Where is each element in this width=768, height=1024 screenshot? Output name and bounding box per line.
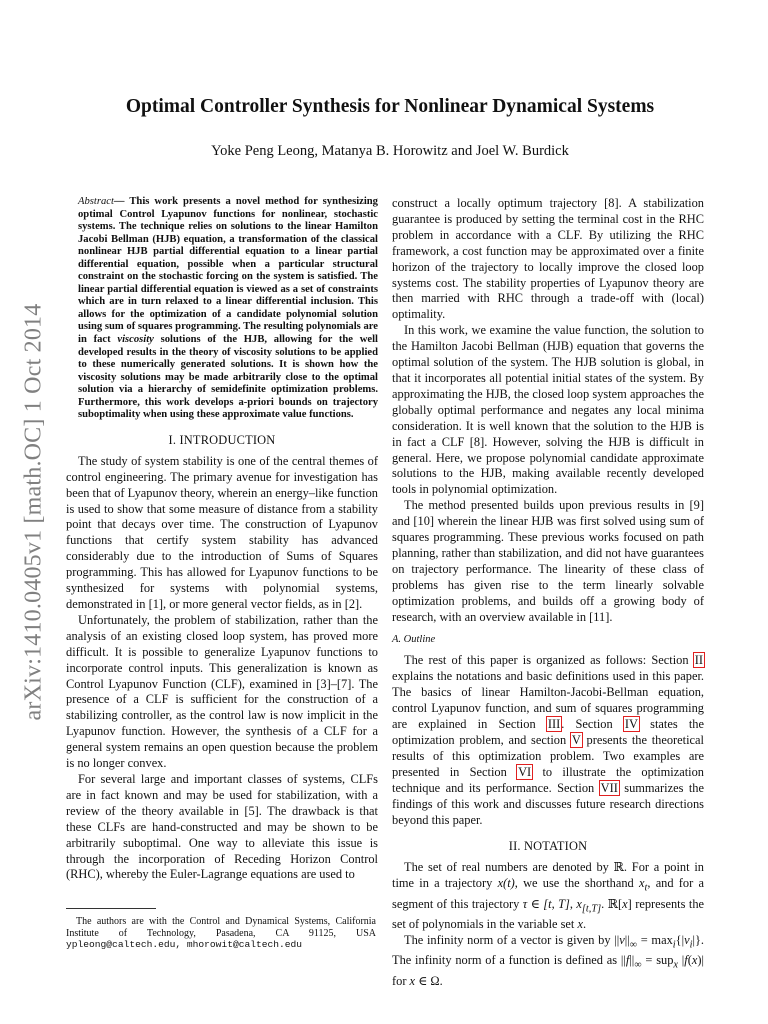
intro-paragraph-6: The method presented builds upon previous results in [9] and [10] wherein the linear HJB was first solved using sum of squares programming. These previous works focused on path planning, rather than stabilization, and did not have guarantees on trajectory performance. The linearity of these class of problems has given rise to the term linearly solvable optimization problems, and builds off a growing body of research, with an overview available in [11]. <box>392 498 704 624</box>
math-symbol: f <box>684 953 688 968</box>
notation-text: = max <box>637 933 673 947</box>
math-symbol: v <box>619 933 625 947</box>
math-symbol: τ ∈ [t, T] <box>522 896 570 911</box>
notation-text: || <box>629 953 635 968</box>
notation-text: ( <box>687 953 692 968</box>
notation-text: . <box>582 917 587 932</box>
notation-text: . ℝ[ <box>601 896 623 911</box>
notation-paragraph-2 <box>392 933 704 990</box>
subsection-heading-outline: A. Outline <box>392 634 436 646</box>
intro-paragraph-2: Unfortunately, the problem of stabilization, rather than the analysis of an existing closed loop system, has proved more difficult. It is possible to generalize Lyapunov functions to incorporate control inputs. This generalization is known as Control Lyapunov Function (CLF), examined in [3]–[7]. The presence of a CLF is sufficient for the construction of a stabilizing controller, as the control law is now implicit in the Lyapunov function. However, the synthesis of a CLF for a general system remains an open question because the problem is no longer convex. <box>66 612 378 771</box>
notation-text: , <box>569 896 577 911</box>
outline-text-7: summarizes the findings of this work and discusses future research directions beyond this paper. <box>392 780 704 827</box>
section-ref-link-vi[interactable]: VI <box>518 764 532 779</box>
outline-text-6: to illustrate the optimization technique and its performance. Section <box>392 764 705 795</box>
notation-text: | <box>678 953 685 968</box>
math-subscript: ∞ <box>634 959 642 971</box>
right-column <box>392 196 704 990</box>
section-ref-link-iii[interactable]: III <box>547 717 561 732</box>
section-ref-link-v[interactable]: V <box>571 733 581 747</box>
abstract-italic-term: viscosity <box>117 334 154 346</box>
math-symbol: v <box>684 933 690 947</box>
notation-text: = sup <box>641 953 674 968</box>
notation-text: The infinity norm of a vector is given by || <box>404 933 620 947</box>
math-symbol: x <box>691 953 698 968</box>
section-heading-introduction: I. INTRODUCTION <box>168 432 276 447</box>
notation-text: {| <box>675 933 685 947</box>
outline-text-2: explains the notations and basic definitions used in this paper. The basics of linear Hamilton-Jacobi-Bellman equation, control Lyapunov function, and sum of squares programming are explained in Section <box>392 669 704 732</box>
section-ref-link-iv[interactable]: IV <box>624 717 638 732</box>
notation-text: , and for a segment of this trajectory <box>392 876 704 911</box>
intro-paragraph-1: The study of system stability is one of the central themes of control engineering. The primary avenue for investigation has been that of Lyapunov theory, wherein an energy–like function is used to show that some measure of distance from a stability point that decays over time. The construction of Lyapunov functions that certify system stability has advanced considerably due to the introduction of Sums of Squares programming. This has allowed for Lyapunov functions to be synthesized for systems with polynomial systems, demonstrated in [1], or more general vector fields, as in [2]. <box>66 453 378 611</box>
abstract-text-2: solutions of the HJB, allowing for the well developed results in the theory of viscosity solutions to be applied to these numerically generated solutions. It is shown how the viscosity solutions may be made arbitrarily close to the optimal solution via a hierarchy of semidefinite optimization problems. Furthermore, this work develops a-priori bounds on trajectory suboptimality when using these approximate value functions. <box>78 334 378 421</box>
math-symbol: f <box>625 953 630 968</box>
abstract <box>66 196 378 422</box>
math-symbol: x <box>409 973 416 988</box>
section-ref-link-vii[interactable]: VII <box>600 780 618 795</box>
left-column <box>66 196 378 883</box>
arxiv-identifier: arXiv:1410.0405v1 [math.OC] 1 Oct 2014 <box>20 303 47 721</box>
outline-text-3: . Section <box>561 717 624 732</box>
abstract-dash: — <box>113 196 130 207</box>
math-symbol: x <box>576 896 582 911</box>
math-subscript: [t,T] <box>581 903 602 915</box>
intro-paragraph-5: In this work, we examine the value function, the solution to the Hamilton Jacobi Bellman (HJB) equation that governs the optimal solution of the system. The HJB solution is global, in that it incorporates all potential initial states of the system. By approximating the HJB, the closed loop system approaches the globally optimal performance and negates any local minima consideration. It is well known that the solution to the HJB is in fact a CLF [8]. However, solving the HJB is difficult in general. Here, we propose polynomial candidate approximate solutions to the HJB, making available recently developed tools in polynomial optimization. <box>392 323 704 497</box>
author-emails: ypleong@caltech.edu, mhorowit@caltech.edu <box>66 939 303 950</box>
outline-paragraph <box>392 653 704 828</box>
outline-text-5: presents the theoretical results of this optimization problem. Two examples are presented in Section <box>392 733 704 779</box>
math-subscript: t <box>644 882 648 894</box>
section-heading-notation: II. NOTATION <box>508 839 588 854</box>
notation-text: , we use the shorthand <box>514 876 639 891</box>
notation-text: |}. The infinity norm of a function is defined as || <box>392 933 704 968</box>
notation-text: The set of real numbers are denoted by ℝ. For a point in time in a trajectory <box>392 860 704 891</box>
intro-paragraph-3: For several large and important classes of systems, CLFs are in fact known and may be used for stabilization, with a review of the theory available in [5]. The drawback is that these CLFs are hand-constructed and may be shown to be arbitrarily suboptimal. One way to alleviate this issue is through the incorporation of Receding Horizon Control (RHC), whereby the Euler-Lagrange equations are used to <box>66 771 378 882</box>
notation-text: || <box>624 933 630 947</box>
math-subscript: ∞ <box>629 939 638 951</box>
outline-text-1: The rest of this paper is organized as follows: Section <box>404 653 694 668</box>
notation-text: ∈ Ω. <box>415 973 443 988</box>
footnote-divider <box>66 908 156 909</box>
author-list: Yoke Peng Leong, Matanya B. Horowitz and Joel W. Burdick <box>211 143 569 159</box>
outline-text-4: states the optimization problem, and section <box>392 717 704 747</box>
math-subscript: i <box>672 939 676 951</box>
math-symbol: x <box>638 876 645 891</box>
math-symbol: x <box>622 896 628 911</box>
math-subscript: i <box>689 939 693 951</box>
math-subscript: x <box>673 959 678 971</box>
notation-paragraph-1 <box>392 860 704 933</box>
math-symbol: x(t) <box>497 876 515 891</box>
section-ref-link-ii[interactable]: II <box>694 653 703 668</box>
paper-title: Optimal Controller Synthesis for Nonlinear Dynamical Systems <box>125 96 655 117</box>
intro-paragraph-4: construct a locally optimum trajectory [8]. A stabilization guarantee is produced by setting the terminal cost in the RHC problem in accordance with a CLF. By utilizing the RHC framework, a cost function may be approximated over a finite horizon of the trajectory to locally improve the closed loop systems cost. The stability properties of Lyapunov theory are then married with RHC through a trade-off with (local) optimality. <box>392 196 704 322</box>
notation-text: ] represents the set of polynomials in the variable set <box>392 896 705 932</box>
math-symbol: x <box>577 917 583 932</box>
abstract-text-1: This work presents a novel method for synthesizing optimal Control Lyapunov functions for nonlinear, stochastic systems. The technique relies on solutions to the linear Hamilton Jacobi Bellman (HJB) equation, a transformation of the classical nonlinear HJB partial differential equation to a linear partial differential equation, possible when a particular structural constraint on the stochastic forcing on the system is satisfied. The linear partial differential equation is viewed as a set of constraints which are in turn relaxed to a linear differential inclusion. This allows for the optimization of a candidate polynomial solution using sum of squares programming. The resulting polynomials are in fact <box>78 196 378 346</box>
abstract-lead: Abstract <box>78 196 114 207</box>
notation-text: )| for <box>392 953 704 988</box>
author-affiliation-footnote <box>66 916 376 951</box>
footnote-text: The authors are with the Control and Dynamical Systems, California Institute of Technology, Pasadena, CA 91125, USA <box>66 916 376 939</box>
